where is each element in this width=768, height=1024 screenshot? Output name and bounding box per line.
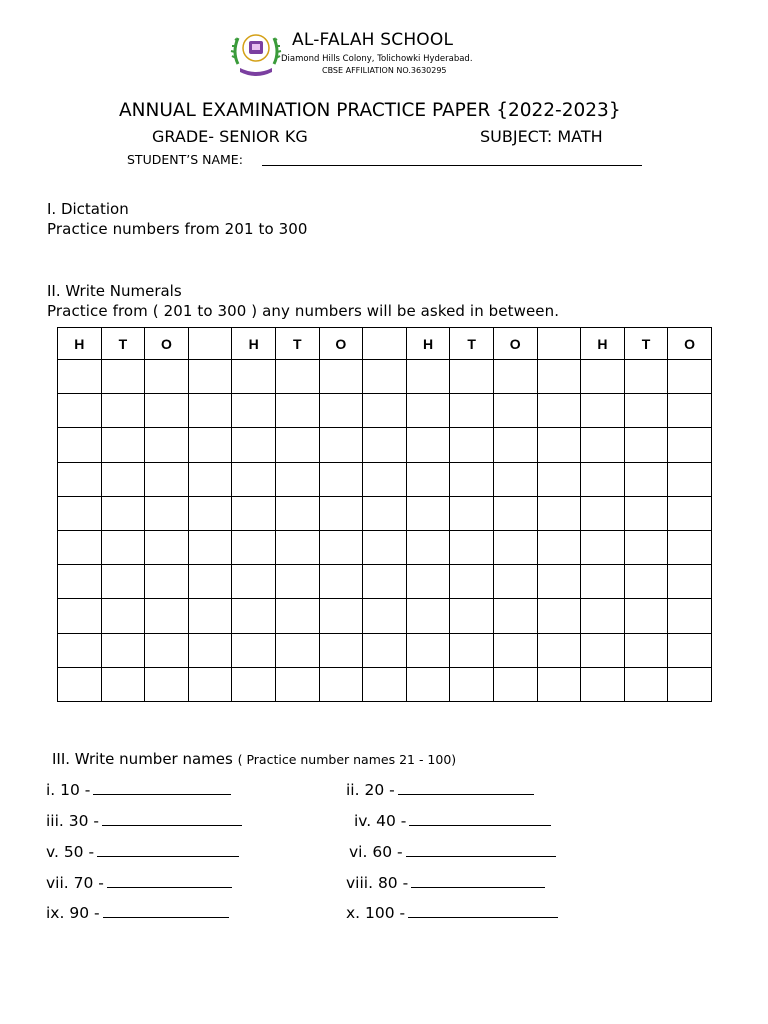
grid-cell[interactable] xyxy=(668,599,712,633)
grid-cell[interactable] xyxy=(406,428,450,462)
grid-cell[interactable] xyxy=(581,360,625,394)
grid-cell[interactable] xyxy=(450,667,494,701)
grid-header-cell xyxy=(363,328,407,360)
grid-cell[interactable] xyxy=(493,633,537,667)
answer-blank[interactable] xyxy=(398,780,534,795)
grid-cell[interactable] xyxy=(101,599,145,633)
subject-label: SUBJECT: MATH xyxy=(480,127,603,146)
grid-cell[interactable] xyxy=(188,599,232,633)
grid-cell[interactable] xyxy=(101,394,145,428)
grid-cell[interactable] xyxy=(101,633,145,667)
grid-cell[interactable] xyxy=(537,633,581,667)
grid-row xyxy=(58,394,712,428)
grid-cell[interactable] xyxy=(493,565,537,599)
grid-cell[interactable] xyxy=(406,530,450,564)
grid-cell[interactable] xyxy=(363,462,407,496)
grid-row xyxy=(58,667,712,701)
grid-cell[interactable] xyxy=(58,496,102,530)
grid-cell[interactable] xyxy=(537,565,581,599)
grid-cell[interactable] xyxy=(406,667,450,701)
answer-blank[interactable] xyxy=(102,811,242,826)
grid-row xyxy=(58,565,712,599)
school-affiliation: CBSE AFFILIATION NO.3630295 xyxy=(322,66,447,75)
school-logo xyxy=(228,24,284,80)
grid-cell[interactable] xyxy=(624,530,668,564)
grid-cell[interactable] xyxy=(232,462,276,496)
grid-cell[interactable] xyxy=(275,667,319,701)
grid-cell[interactable] xyxy=(188,496,232,530)
grid-cell[interactable] xyxy=(363,496,407,530)
answer-label: ix. 90 - xyxy=(46,904,100,922)
section-number-names-note: ( Practice number names 21 - 100) xyxy=(237,752,457,767)
answer-label: vi. 60 - xyxy=(349,843,403,861)
grid-header-cell: T xyxy=(624,328,668,360)
answer-label: i. 10 - xyxy=(46,781,91,799)
grid-cell[interactable] xyxy=(581,599,625,633)
grid-cell[interactable] xyxy=(145,496,189,530)
answer-item xyxy=(46,811,242,830)
grid-cell[interactable] xyxy=(450,394,494,428)
answer-blank[interactable] xyxy=(93,780,231,795)
grid-cell[interactable] xyxy=(275,530,319,564)
grid-cell[interactable] xyxy=(319,530,363,564)
grid-cell[interactable] xyxy=(58,633,102,667)
grid-cell[interactable] xyxy=(275,599,319,633)
answer-item xyxy=(46,780,231,799)
grid-cell[interactable] xyxy=(101,667,145,701)
grid-cell[interactable] xyxy=(624,633,668,667)
grid-cell[interactable] xyxy=(668,394,712,428)
grid-cell[interactable] xyxy=(275,394,319,428)
grid-header-cell: H xyxy=(58,328,102,360)
grid-cell[interactable] xyxy=(319,428,363,462)
grid-header-cell: O xyxy=(493,328,537,360)
grid-cell[interactable] xyxy=(145,633,189,667)
grid-row xyxy=(58,360,712,394)
grid-cell[interactable] xyxy=(363,428,407,462)
grid-cell[interactable] xyxy=(668,360,712,394)
grid-cell[interactable] xyxy=(624,565,668,599)
grid-cell[interactable] xyxy=(101,428,145,462)
grid-cell[interactable] xyxy=(581,633,625,667)
grid-cell[interactable] xyxy=(450,599,494,633)
grid-cell[interactable] xyxy=(537,599,581,633)
grid-cell[interactable] xyxy=(145,565,189,599)
grid-header-cell: O xyxy=(319,328,363,360)
grid-cell[interactable] xyxy=(668,530,712,564)
grid-cell[interactable] xyxy=(101,360,145,394)
grid-cell[interactable] xyxy=(232,360,276,394)
grid-cell[interactable] xyxy=(58,667,102,701)
grid-cell[interactable] xyxy=(493,360,537,394)
answer-blank[interactable] xyxy=(107,873,232,888)
answer-item xyxy=(354,811,551,830)
student-name-field[interactable] xyxy=(262,165,642,166)
grid-cell[interactable] xyxy=(493,599,537,633)
grid-cell[interactable] xyxy=(493,394,537,428)
answer-item xyxy=(46,842,239,861)
grid-cell[interactable] xyxy=(406,599,450,633)
grid-cell[interactable] xyxy=(493,530,537,564)
grid-cell[interactable] xyxy=(668,462,712,496)
grid-header-cell: T xyxy=(275,328,319,360)
grid-cell[interactable] xyxy=(232,565,276,599)
grid-cell[interactable] xyxy=(581,565,625,599)
grid-cell[interactable] xyxy=(493,667,537,701)
grid-cell[interactable] xyxy=(624,462,668,496)
grid-cell[interactable] xyxy=(145,462,189,496)
grid-cell[interactable] xyxy=(363,599,407,633)
grid-row xyxy=(58,496,712,530)
grid-cell[interactable] xyxy=(537,428,581,462)
grid-cell[interactable] xyxy=(58,565,102,599)
grid-cell[interactable] xyxy=(406,394,450,428)
grid-cell[interactable] xyxy=(668,565,712,599)
grid-cell[interactable] xyxy=(450,360,494,394)
grid-cell[interactable] xyxy=(101,565,145,599)
grid-cell[interactable] xyxy=(363,394,407,428)
grid-cell[interactable] xyxy=(275,565,319,599)
grid-cell[interactable] xyxy=(58,360,102,394)
grid-cell[interactable] xyxy=(537,496,581,530)
grid-header-cell xyxy=(537,328,581,360)
section-numerals-text: Practice from ( 201 to 300 ) any numbers will be asked in between. xyxy=(47,302,560,320)
grid-cell[interactable] xyxy=(319,599,363,633)
grid-cell[interactable] xyxy=(58,462,102,496)
grid-cell[interactable] xyxy=(188,428,232,462)
grid-cell[interactable] xyxy=(537,530,581,564)
answer-item xyxy=(349,842,556,861)
answer-label: iv. 40 - xyxy=(354,812,407,830)
grid-header-cell: H xyxy=(581,328,625,360)
grid-row xyxy=(58,428,712,462)
grid-cell[interactable] xyxy=(275,633,319,667)
grid-cell[interactable] xyxy=(668,667,712,701)
answer-label: vii. 70 - xyxy=(46,874,104,892)
grid-cell[interactable] xyxy=(188,667,232,701)
grid-cell[interactable] xyxy=(145,394,189,428)
grid-cell[interactable] xyxy=(624,496,668,530)
grid-cell[interactable] xyxy=(406,462,450,496)
grid-cell[interactable] xyxy=(232,394,276,428)
answer-blank[interactable] xyxy=(408,903,558,918)
section-number-names-title: III. Write number names xyxy=(52,750,233,768)
grid-cell[interactable] xyxy=(232,667,276,701)
grid-cell[interactable] xyxy=(188,394,232,428)
answer-label: viii. 80 - xyxy=(346,874,409,892)
grid-cell[interactable] xyxy=(668,633,712,667)
grid-cell[interactable] xyxy=(232,530,276,564)
grid-cell[interactable] xyxy=(624,428,668,462)
grid-cell[interactable] xyxy=(624,599,668,633)
grid-cell[interactable] xyxy=(624,394,668,428)
grid-cell[interactable] xyxy=(145,360,189,394)
answer-item xyxy=(346,873,545,892)
grid-cell[interactable] xyxy=(537,667,581,701)
grid-cell[interactable] xyxy=(406,360,450,394)
grid-cell[interactable] xyxy=(275,360,319,394)
school-address: Diamond Hills Colony, Tolichowki Hyderabad. xyxy=(281,54,473,64)
grid-cell[interactable] xyxy=(188,565,232,599)
answer-item xyxy=(346,780,534,799)
school-name: AL-FALAH SCHOOL xyxy=(292,30,454,50)
grid-cell[interactable] xyxy=(537,394,581,428)
grid-cell[interactable] xyxy=(188,530,232,564)
grid-cell[interactable] xyxy=(319,394,363,428)
grid-cell[interactable] xyxy=(624,360,668,394)
grid-cell[interactable] xyxy=(319,462,363,496)
grid-cell[interactable] xyxy=(232,599,276,633)
grid-header-cell: H xyxy=(406,328,450,360)
grid-header-cell: T xyxy=(101,328,145,360)
grid-cell[interactable] xyxy=(145,530,189,564)
answer-label: x. 100 - xyxy=(346,904,406,922)
grid-cell[interactable] xyxy=(363,565,407,599)
grid-cell[interactable] xyxy=(275,428,319,462)
grid-cell[interactable] xyxy=(406,496,450,530)
grid-cell[interactable] xyxy=(275,462,319,496)
grid-cell[interactable] xyxy=(145,428,189,462)
answer-label: ii. 20 - xyxy=(346,781,395,799)
section-number-names-heading xyxy=(52,750,456,768)
grid-cell[interactable] xyxy=(145,667,189,701)
grid-cell[interactable] xyxy=(58,599,102,633)
grid-cell[interactable] xyxy=(232,496,276,530)
grid-cell[interactable] xyxy=(319,633,363,667)
answer-item xyxy=(46,873,232,892)
grid-cell[interactable] xyxy=(581,394,625,428)
student-name-label: STUDENT’S NAME: xyxy=(127,152,243,167)
grid-header-row xyxy=(58,328,712,360)
grid-cell[interactable] xyxy=(275,496,319,530)
grid-cell[interactable] xyxy=(406,633,450,667)
grid-header-cell: O xyxy=(145,328,189,360)
grid-header-cell: H xyxy=(232,328,276,360)
section-dictation-heading: I. Dictation xyxy=(47,200,129,218)
grid-row xyxy=(58,599,712,633)
answer-item xyxy=(346,903,558,922)
answer-blank[interactable] xyxy=(406,842,556,857)
grid-cell[interactable] xyxy=(232,633,276,667)
grid-cell[interactable] xyxy=(101,462,145,496)
grid-cell[interactable] xyxy=(101,530,145,564)
grid-cell[interactable] xyxy=(537,462,581,496)
grid-cell[interactable] xyxy=(363,633,407,667)
grid-cell[interactable] xyxy=(493,496,537,530)
grade-label: GRADE- SENIOR KG xyxy=(152,127,308,146)
grid-cell[interactable] xyxy=(58,428,102,462)
paper-title: ANNUAL EXAMINATION PRACTICE PAPER {2022-2023} xyxy=(119,100,621,121)
answer-blank[interactable] xyxy=(97,842,239,857)
grid-cell[interactable] xyxy=(624,667,668,701)
grid-cell[interactable] xyxy=(668,428,712,462)
grid-cell[interactable] xyxy=(450,565,494,599)
grid-header-cell: T xyxy=(450,328,494,360)
grid-cell[interactable] xyxy=(363,667,407,701)
section-numerals-heading: II. Write Numerals xyxy=(47,282,182,300)
grid-cell[interactable] xyxy=(581,428,625,462)
answer-blank[interactable] xyxy=(411,873,545,888)
grid-cell[interactable] xyxy=(319,667,363,701)
grid-cell[interactable] xyxy=(363,530,407,564)
grid-header-cell xyxy=(188,328,232,360)
answer-blank[interactable] xyxy=(103,903,229,918)
place-value-grid xyxy=(57,327,712,702)
grid-cell[interactable] xyxy=(450,496,494,530)
grid-row xyxy=(58,530,712,564)
grid-cell[interactable] xyxy=(188,633,232,667)
grid-cell[interactable] xyxy=(493,428,537,462)
grid-cell[interactable] xyxy=(581,496,625,530)
answer-blank[interactable] xyxy=(409,811,551,826)
grid-cell[interactable] xyxy=(319,565,363,599)
grid-cell[interactable] xyxy=(537,360,581,394)
grid-header-cell: O xyxy=(668,328,712,360)
grid-cell[interactable] xyxy=(101,496,145,530)
grid-cell[interactable] xyxy=(188,360,232,394)
grid-cell[interactable] xyxy=(363,360,407,394)
grid-cell[interactable] xyxy=(188,462,232,496)
grid-cell[interactable] xyxy=(450,530,494,564)
answer-item xyxy=(46,903,229,922)
grid-cell[interactable] xyxy=(581,462,625,496)
grid-cell[interactable] xyxy=(232,428,276,462)
answer-label: v. 50 - xyxy=(46,843,95,861)
answer-label: iii. 30 - xyxy=(46,812,100,830)
grid-cell[interactable] xyxy=(319,360,363,394)
grid-cell[interactable] xyxy=(450,462,494,496)
grid-cell[interactable] xyxy=(406,565,450,599)
grid-cell[interactable] xyxy=(145,599,189,633)
grid-row xyxy=(58,633,712,667)
grid-cell[interactable] xyxy=(581,667,625,701)
grid-cell[interactable] xyxy=(58,394,102,428)
grid-cell[interactable] xyxy=(319,496,363,530)
grid-cell[interactable] xyxy=(58,530,102,564)
grid-cell[interactable] xyxy=(493,462,537,496)
section-dictation-text: Practice numbers from 201 to 300 xyxy=(47,220,308,238)
grid-cell[interactable] xyxy=(581,530,625,564)
grid-cell[interactable] xyxy=(450,633,494,667)
grid-cell[interactable] xyxy=(450,428,494,462)
grid-cell[interactable] xyxy=(668,496,712,530)
grid-row xyxy=(58,462,712,496)
